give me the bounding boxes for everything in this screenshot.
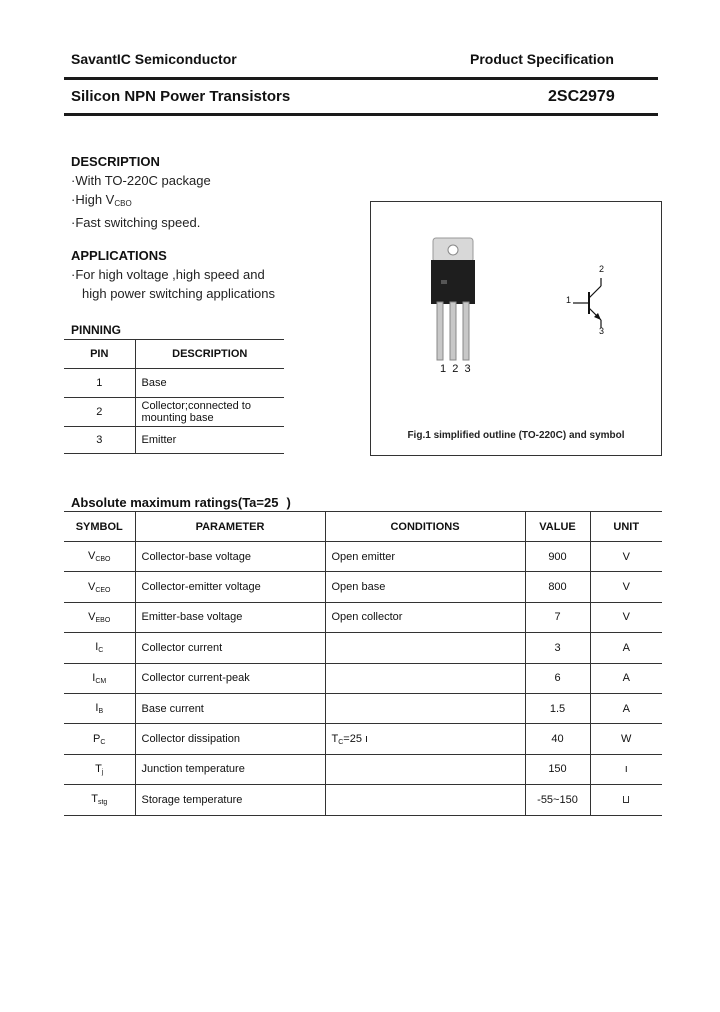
doc-type: Product Specification [470, 51, 614, 67]
symbol-pin-3: 3 [599, 326, 605, 336]
description-list [71, 171, 211, 232]
ratings-title: Absolute maximum ratings(Ta=25 ) [71, 495, 291, 510]
degree-placeholder-icon: ı [365, 732, 369, 745]
header-rule-top [64, 77, 658, 80]
npn-transistor-symbol-icon [563, 276, 613, 336]
description-title: DESCRIPTION [71, 154, 160, 169]
symbol-pin-2: 2 [599, 264, 605, 274]
unit-placeholder-box-icon [623, 796, 629, 803]
table-row: 2 Collector;connected to mounting base [64, 397, 284, 426]
package-pin-labels: 1 2 3 [440, 363, 471, 375]
applications-text: ·For high voltage ,high speed and high power switching applications [71, 267, 275, 301]
company-name: SavantIC Semiconductor [71, 51, 237, 67]
pin-header: PIN [64, 340, 135, 368]
description-item: ·Fast switching speed. [71, 215, 201, 230]
part-number: 2SC2979 [548, 88, 615, 105]
applications-title: APPLICATIONS [71, 248, 167, 263]
ratings-header-row: SYMBOL PARAMETER CONDITIONS VALUE UNIT [64, 512, 662, 542]
description-item: ·High $V_{CBO}$ [71, 192, 132, 208]
table-row: $I_{CM}$ Collector current-peak 6 A [64, 663, 662, 693]
table-row: 3 Emitter [64, 426, 284, 453]
table-row: $T_{stg}$ Storage temperature -55~150 [64, 785, 662, 815]
table-row: $I_C$ Collector current 3 A [64, 633, 662, 663]
pinning-table [64, 340, 284, 454]
pinning-title: PINNING [71, 323, 122, 337]
table-row: $I_B$ Base current 1.5 A [64, 693, 662, 723]
table-row: $P_C$ Collector dissipation $T_C=25$ ı 40 W [64, 724, 662, 754]
header-rule-bottom [64, 113, 658, 116]
degree-placeholder-icon: ı [624, 763, 628, 776]
ratings-table [64, 511, 662, 816]
figure-caption: Fig.1 simplified outline (TO-220C) and symbol [407, 430, 625, 441]
table-row: $V_{CEO}$ Collector-emitter voltage Open base 800 V [64, 572, 662, 602]
table-row: $T_j$ Junction temperature 150 ı [64, 754, 662, 784]
table-row: $V_{EBO}$ Emitter-base voltage Open collector 7 V [64, 602, 662, 632]
symbol-pin-1: 1 [566, 295, 572, 305]
table-row: $V_{CBO}$ Collector-base voltage Open emitter 900 V [64, 542, 662, 572]
product-line: Silicon NPN Power Transistors [71, 88, 291, 105]
table-row: 1 Base [64, 368, 284, 397]
to220-package-image [423, 236, 483, 362]
figure-box [370, 201, 662, 456]
description-item: ·With TO-220C package [71, 173, 211, 188]
pin-desc-header: DESCRIPTION [135, 340, 284, 368]
